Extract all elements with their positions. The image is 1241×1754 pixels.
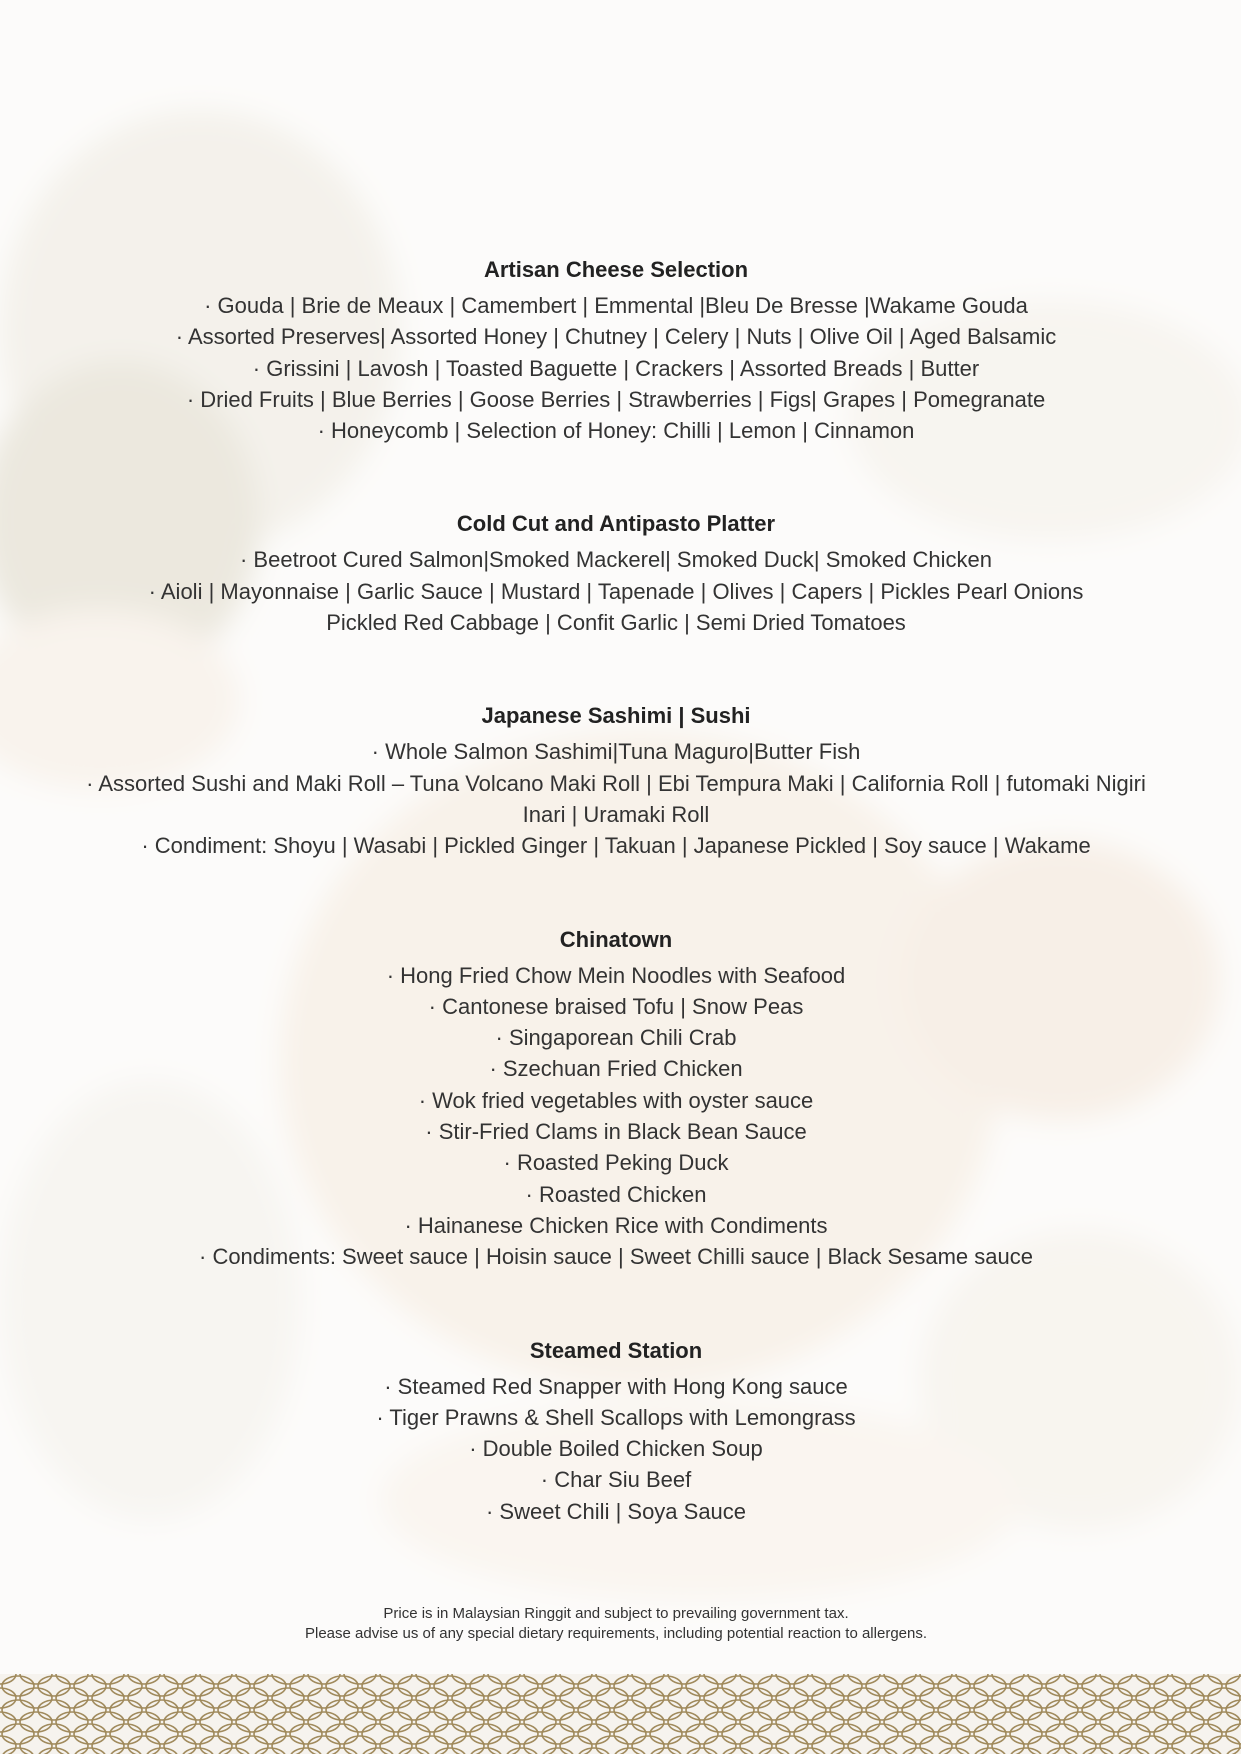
menu-item: · Tiger Prawns & Shell Scallops with Lemongrass — [376, 1404, 856, 1430]
menu-section-japanese — [0, 700, 1232, 861]
menu-item: · Aioli | Mayonnaise | Garlic Sauce | Mustard | Tapenade | Olives | Capers | Pickles Pearl Onions — [148, 578, 1084, 604]
menu-item: · Singaporean Chili Crab — [495, 1025, 737, 1051]
menu-item: · Honeycomb | Selection of Honey: Chilli | Lemon | Cinnamon — [317, 418, 915, 444]
menu-item: · Steamed Red Snapper with Hong Kong sauce — [384, 1373, 848, 1399]
section-title: Artisan Cheese Selection — [483, 257, 749, 282]
menu-section-chinatown — [0, 924, 1232, 1273]
footer-note — [0, 1604, 1232, 1644]
menu-item: · Gouda | Brie de Meaux | Camembert | Emmental |Bleu De Bresse |Wakame Gouda — [204, 293, 1028, 318]
menu-item: · Roasted Chicken — [525, 1181, 707, 1207]
menu-item: · Cantonese braised Tofu | Snow Peas — [428, 993, 804, 1019]
menu-item: · Char Siu Beef — [540, 1467, 692, 1493]
menu-item: · Roasted Peking Duck — [503, 1150, 729, 1176]
section-title: Japanese Sashimi | Sushi — [481, 703, 751, 729]
menu-item: · Assorted Preserves| Assorted Honey | Chutney | Celery | Nuts | Olive Oil | Aged Balsamic — [175, 324, 1057, 350]
menu-item: · Condiment: Shoyu | Wasabi | Pickled Ginger | Takuan | Japanese Pickled | Soy sauce | Wakame — [141, 833, 1091, 859]
footer-price-note: Price is in Malaysian Ringgit and subject to prevailing government tax. — [383, 1605, 849, 1622]
menu-item: · Grissini | Lavosh | Toasted Baguette | Crackers | Assorted Breads | Butter — [252, 355, 980, 381]
menu-content — [0, 254, 1232, 1589]
section-title: Chinatown — [559, 926, 673, 952]
menu-item: · Condiments: Sweet sauce | Hoisin sauce | Sweet Chilli sauce | Black Sesame sauce — [199, 1244, 1033, 1270]
menu-item: · Wok fried vegetables with oyster sauce — [418, 1087, 814, 1113]
menu-item: · Dried Fruits | Blue Berries | Goose Berries | Strawberries | Figs| Grapes | Pomegranate — [186, 386, 1046, 412]
menu-item: · Sweet Chili | Soya Sauce — [485, 1498, 747, 1524]
menu-item: · Hainanese Chicken Rice with Condiments — [404, 1212, 828, 1238]
menu-section-cold-cut — [0, 508, 1232, 638]
menu-item: · Stir-Fried Clams in Black Bean Sauce — [425, 1119, 807, 1145]
menu-item: Pickled Red Cabbage | Confit Garlic | Semi Dried Tomatoes — [326, 610, 906, 636]
menu-item: Inari | Uramaki Roll — [522, 801, 710, 827]
decorative-border-pattern — [0, 1674, 1241, 1754]
menu-item: · Assorted Sushi and Maki Roll – Tuna Volcano Maki Roll | Ebi Tempura Maki | California Roll | futomaki Nigiri — [86, 770, 1146, 796]
menu-item: · Szechuan Fried Chicken — [489, 1056, 743, 1082]
menu-item: · Beetroot Cured Salmon|Smoked Mackerel| Smoked Duck| Smoked Chicken — [239, 547, 993, 573]
menu-section-steamed — [0, 1335, 1232, 1527]
footer-allergen-note: Please advise us of any special dietary requirements, including potential reaction to allergens. — [304, 1625, 928, 1642]
menu-section-artisan-cheese — [0, 254, 1232, 446]
menu-item: · Whole Salmon Sashimi|Tuna Maguro|Butter Fish — [371, 739, 861, 765]
menu-item: · Hong Fried Chow Mein Noodles with Seafood — [386, 962, 846, 988]
menu-item: · Double Boiled Chicken Soup — [469, 1436, 763, 1462]
section-title: Steamed Station — [529, 1337, 703, 1363]
section-title: Cold Cut and Antipasto Platter — [456, 511, 776, 537]
